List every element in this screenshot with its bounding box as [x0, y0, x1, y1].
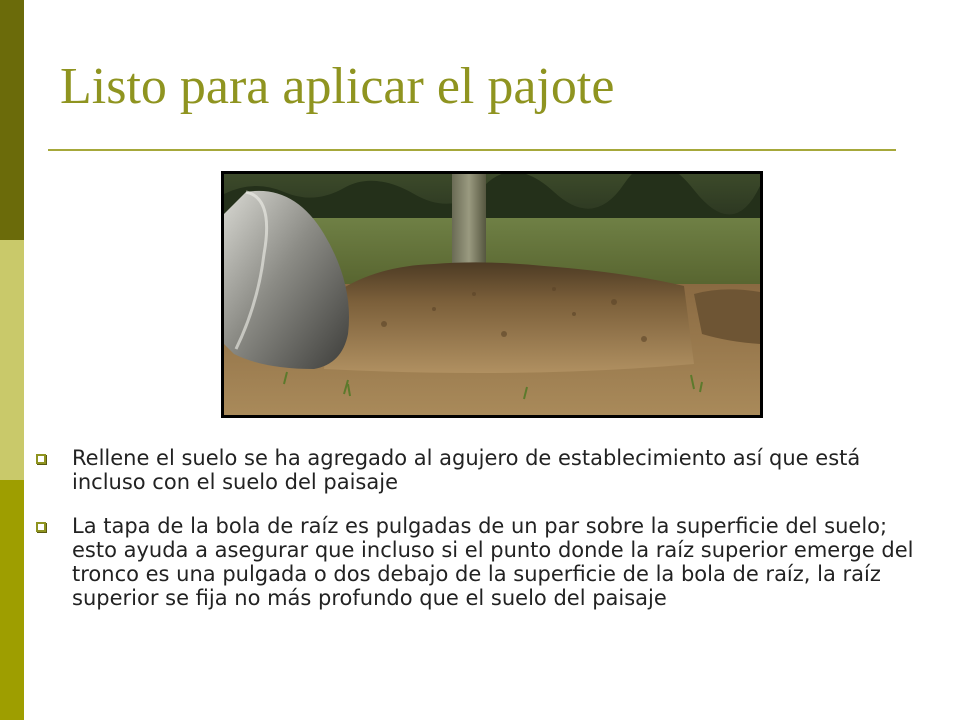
- side-band-top: [0, 0, 24, 240]
- slide-title: Listo para aplicar el pajote: [60, 58, 615, 115]
- bullet-item: [36, 514, 936, 610]
- side-band-bottom: [0, 480, 24, 720]
- bullet-list: [36, 446, 936, 630]
- hollow-square-bullet-icon: [36, 522, 46, 532]
- bullet-text: La tapa de la bola de raíz es pulgadas de un par sobre la superficie del suelo; esto ayuda a asegurar que incluso si el punto donde la raíz superior emerge del tronco es una pulgada o dos debajo de la superficie de la bola de raíz, la raíz superior se fija no más profundo que el suelo del paisaje: [72, 514, 914, 610]
- hollow-square-bullet-icon: [36, 454, 46, 464]
- side-band-middle: [0, 240, 24, 480]
- photo: [221, 171, 763, 418]
- side-color-band: [0, 0, 24, 720]
- photo-illustration: [224, 174, 760, 415]
- title-underline: [48, 149, 896, 151]
- bullet-text: Rellene el suelo se ha agregado al agujero de establecimiento así que está incluso con el suelo del paisaje: [72, 446, 861, 494]
- bullet-item: [36, 446, 936, 494]
